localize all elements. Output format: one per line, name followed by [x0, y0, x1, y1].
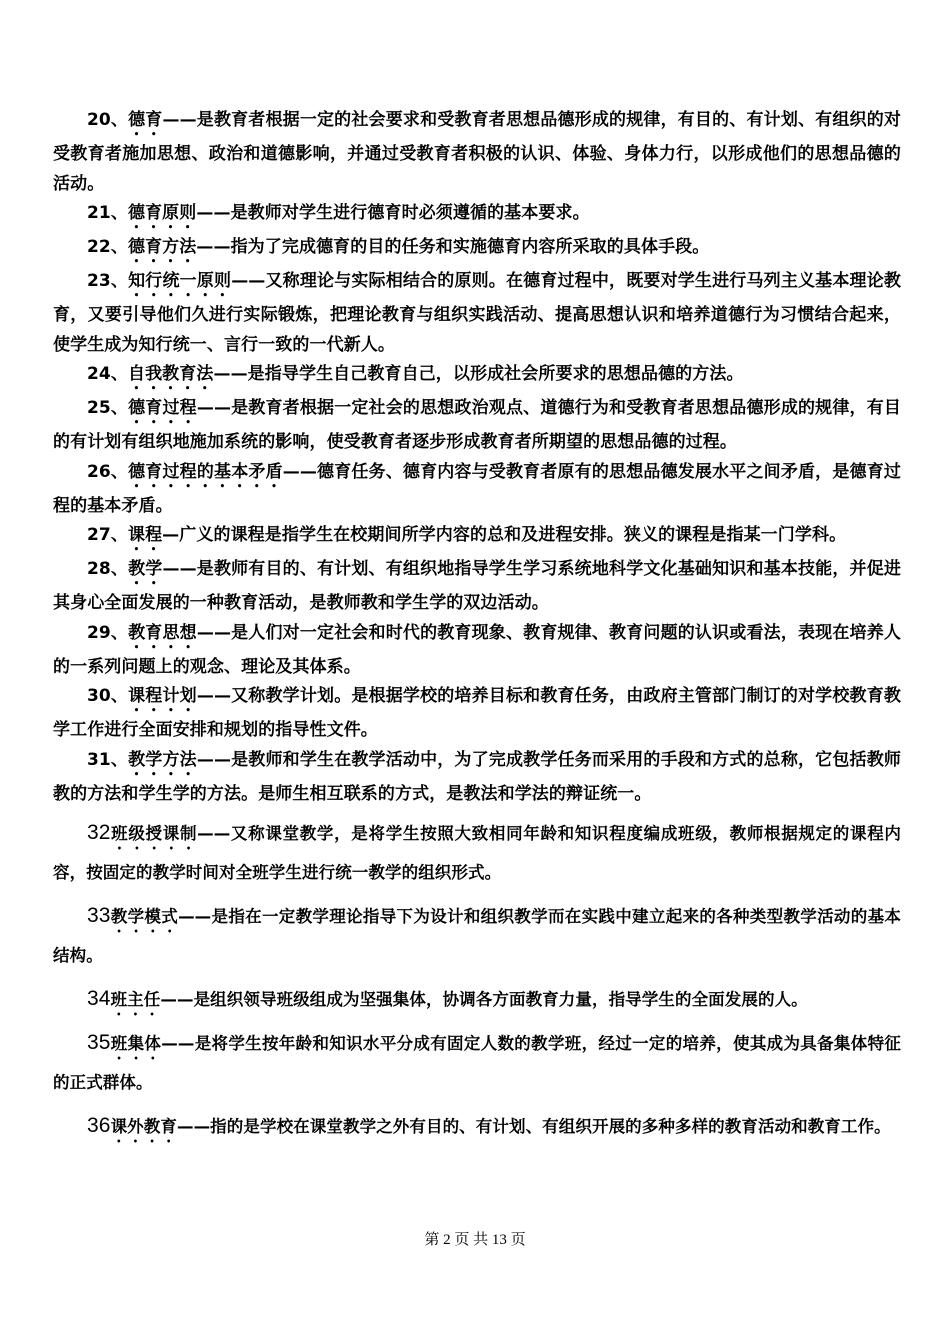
- entry-number: 23、: [87, 271, 129, 291]
- entry-number: 36: [87, 1114, 111, 1137]
- entry-definition: ——是教师有目的、有计划、有组织地指导学生学习系统地科学文化基础知识和基本技能，并促进其身心全面发展的一种教育活动，是教师教和学生学的双边活动。: [53, 559, 901, 613]
- entry-definition: ——指的是学校在课堂教学之外有目的、有计划、有组织开展的多种多样的教育活动和教育工作。: [176, 1117, 891, 1136]
- glossary-entry-29: [53, 619, 901, 683]
- entry-term: 教育思想: [128, 622, 197, 643]
- entry-definition: ——又称理论与实际相结合的原则。在德育过程中，既要对学生进行马列主义基本理论教育，又要引导他们久进行实际锻炼，把理论教育与组织实践活动、提高思想认识和培养道德行为习惯结合起来，使学生成为知行统一、言行一致的一代新人。: [53, 271, 901, 355]
- glossary-entry-20: [53, 106, 901, 199]
- entry-term: 自我教育法: [127, 364, 214, 384]
- entry-term: 德育过程的基本矛盾: [128, 461, 283, 482]
- entry-number: 29、: [87, 622, 129, 643]
- entry-number: 24、: [87, 364, 128, 384]
- glossary-entry-21: [53, 199, 901, 233]
- glossary-entry-35: [53, 1023, 901, 1102]
- entry-definition: ——是指在一定教学理论指导下为设计和组织教学而在实践中建立起来的各种类型教学活动的基本结构。: [53, 907, 901, 965]
- glossary-entry-25: [53, 394, 901, 458]
- entry-definition: ——是教育者根据一定的社会要求和受教育者思想品德形成的规律，有目的、有计划、有组织的对受教育者施加思想、政治和道德影响，并通过受教育者积极的认识、体验、身体力行，以形成他们的思想品德的活动。: [53, 110, 901, 194]
- entry-term: 德育方法: [127, 237, 197, 257]
- glossary-entry-33: [53, 896, 901, 975]
- entry-term: 教学模式: [110, 907, 179, 926]
- entry-number: 27、: [87, 525, 128, 545]
- entry-definition: ——是组织领导班级组成为坚强集体，协调各方面教育力量，指导学生的全面发展的人。: [160, 990, 808, 1009]
- glossary-entry-26: [53, 458, 901, 522]
- glossary-entry-22: [53, 233, 901, 267]
- entry-term: 课程计划: [128, 686, 197, 706]
- entry-number: 22、: [87, 237, 128, 257]
- glossary-entry-31: [53, 746, 901, 810]
- glossary-entry-23: [53, 267, 901, 360]
- glossary-entry-24: [53, 360, 901, 394]
- entry-number: 31、: [87, 749, 129, 770]
- entry-term: 班级授课制: [110, 824, 198, 843]
- entry-definition: ——是人们对一定社会和时代的教育现象、教育规律、教育问题的认识或看法，表现在培养人的一系列问题上的观念、理论及其体系。: [53, 622, 901, 677]
- glossary-entry-34: [53, 979, 901, 1019]
- entry-term: 德育原则: [127, 203, 197, 223]
- entry-term: 课外教育: [110, 1117, 177, 1136]
- entry-definition: —广义的课程是指学生在校期间所学内容的总和及进程安排。狭义的课程是指某一门学科。: [162, 525, 847, 545]
- glossary-entry-30: [53, 682, 901, 746]
- entry-term: 德育过程: [128, 398, 197, 418]
- entry-term: 教学方法: [128, 749, 197, 770]
- entry-term: 教学: [128, 559, 163, 579]
- entry-term: 班集体: [110, 1034, 162, 1053]
- glossary-entry-32: [53, 813, 901, 892]
- glossary-entry-28: [53, 555, 901, 619]
- entry-number: 35: [87, 1031, 111, 1054]
- entry-number: 26、: [87, 461, 129, 482]
- entry-definition: ——是教师对学生进行德育时必须遵循的基本要求。: [196, 203, 590, 223]
- entry-term: 课程: [127, 525, 163, 545]
- entry-number: 33: [87, 904, 111, 927]
- page-footer: 第 2 页 共 13 页: [424, 1232, 526, 1248]
- glossary-entry-36: [53, 1106, 901, 1146]
- entry-definition: ——是指导学生自己教育自己，以形成社会所要求的思想品德的方法。: [213, 364, 744, 384]
- entry-definition: ——是教师和学生在教学活动中，为了完成教学任务而采用的手段和方式的总称，它包括教师教的方法和学生学的方法。是师生相互联系的方式，是教法和学法的辩证统一。: [53, 749, 901, 804]
- glossary-content: [53, 106, 901, 1146]
- entry-number: 32: [87, 821, 111, 844]
- entry-definition: ——又称课堂教学，是将学生按照大致相同年龄和知识程度编成班级，教师根据规定的课程内容，按固定的教学时间对全班学生进行统一教学的组织形式。: [53, 824, 901, 882]
- entry-number: 30、: [87, 686, 129, 706]
- entry-definition: ——是将学生按年龄和知识水平分成有固定人数的教学班，经过一定的培养，使其成为具备集体特征的正式群体。: [53, 1034, 901, 1092]
- entry-number: 21、: [87, 203, 128, 223]
- entry-definition: ——又称教学计划。是根据学校的培养目标和教育任务，由政府主管部门制订的对学校教育教学工作进行全面安排和规划的指导性文件。: [53, 686, 901, 740]
- entry-definition: ——指为了完成德育的目的任务和实施德育内容所采取的具体手段。: [196, 237, 710, 257]
- entry-number: 25、: [87, 398, 129, 418]
- entry-term: 班主任: [110, 990, 161, 1009]
- entry-term: 知行统一原则: [128, 271, 232, 291]
- entry-term: 德育: [128, 110, 163, 130]
- entry-number: 34: [87, 987, 111, 1010]
- entry-number: 20、: [87, 110, 129, 130]
- entry-definition: ——是教育者根据一定社会的思想政治观点、道德行为和受教育者思想品德形成的规律，有目的有计划有组织地施加系统的影响，使受教育者逐步形成教育者所期望的思想品德的过程。: [53, 398, 901, 452]
- entry-definition: ——德育任务、德育内容与受教育者原有的思想品德发展水平之间矛盾，是德育过程的基本矛盾。: [53, 461, 901, 516]
- entry-number: 28、: [87, 559, 129, 579]
- glossary-entry-27: [53, 521, 901, 555]
